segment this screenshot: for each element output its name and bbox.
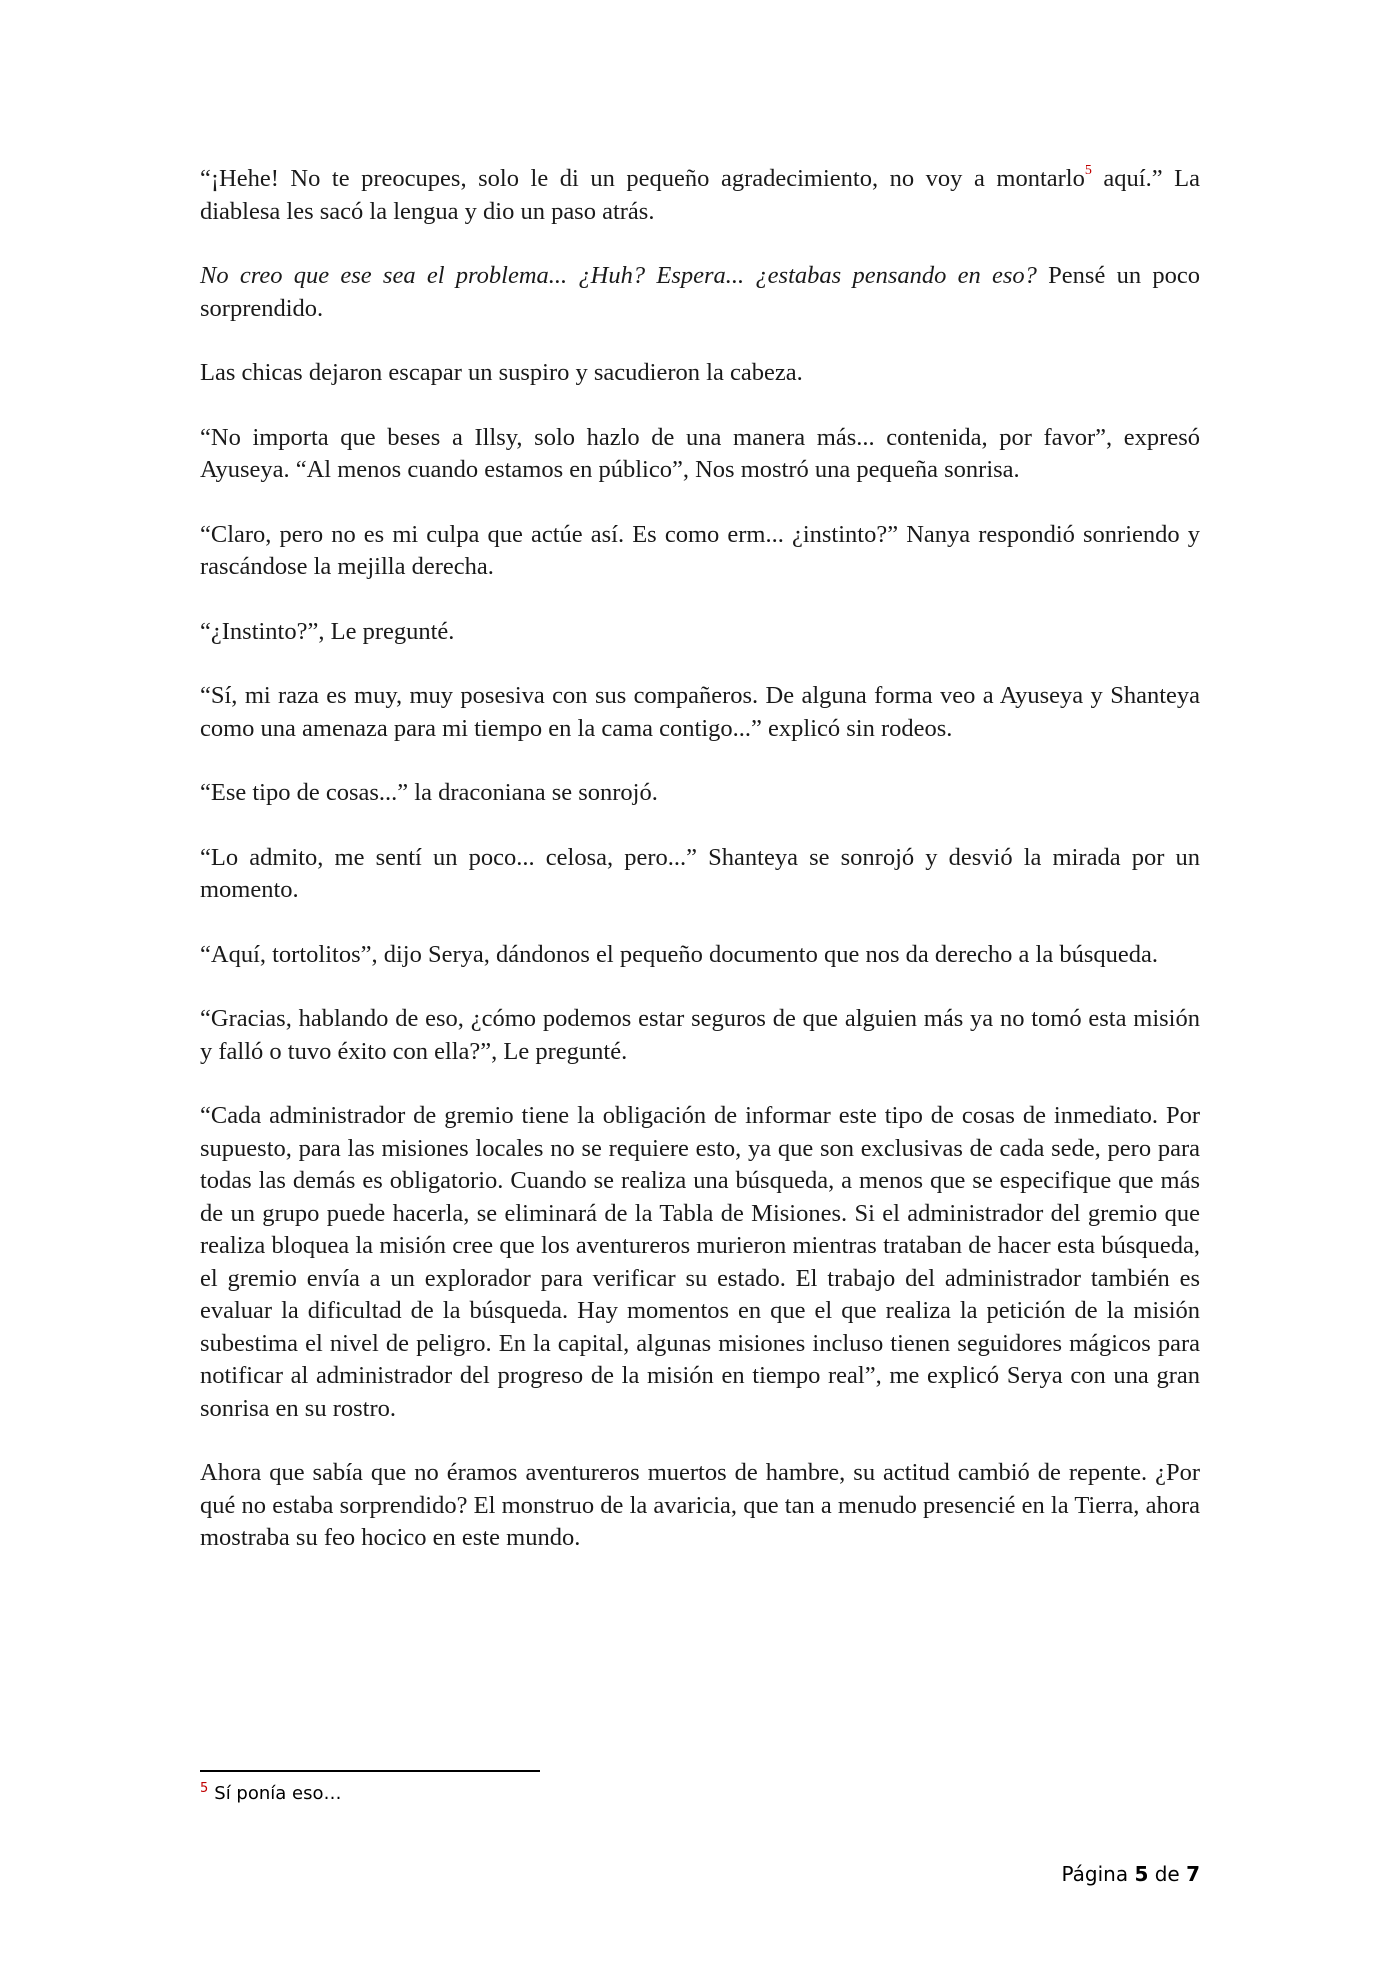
page-number-middle: de xyxy=(1148,1862,1187,1886)
footnote-separator xyxy=(200,1770,540,1772)
paragraph-text: “¡Hehe! No te preocupes, solo le di un pequeño agradecimiento, no voy a montarlo xyxy=(200,165,1085,192)
page-number-prefix: Página xyxy=(1061,1862,1135,1886)
footnote xyxy=(200,1782,342,1806)
paragraph: “Lo admito, me sentí un poco... celosa, pero...” Shanteya se sonrojó y desvió la mirada por un momento. xyxy=(200,843,1200,903)
paragraph: “Gracias, hablando de eso, ¿cómo podemos estar seguros de que alguien más ya no tomó esta misión y falló o tuvo éxito con ella?”, Le pregunté. xyxy=(200,1005,1200,1065)
paragraph: “Sí, mi raza es muy, muy posesiva con sus compañeros. De alguna forma veo a Ayuseya y Shanteya como una amenaza para mi tiempo en la cama contigo...” explicó sin rodeos. xyxy=(200,682,1200,742)
paragraph xyxy=(200,163,1200,228)
paragraph-text-continued: aquí.” La diablesa les sacó la lengua y dio un paso atrás. xyxy=(200,165,1200,225)
paragraph: Ahora que sabía que no éramos aventureros muertos de hambre, su actitud cambió de repente. ¿Por qué no estaba sorprendido? El monstruo de la avaricia, que tan a menudo presencié en la Tierra, ahora mostraba su feo hocico en este mundo. xyxy=(200,1459,1200,1551)
italic-thought: No creo que ese sea el problema... ¿Huh? Espera... ¿estabas pensando en eso? xyxy=(200,262,1037,289)
page-number-total: 7 xyxy=(1186,1862,1200,1886)
paragraph-text-continued: Pensé un poco sorprendido. xyxy=(200,262,1200,322)
page-number xyxy=(1061,1862,1200,1886)
body-text xyxy=(200,163,1200,1587)
footnote-reference[interactable]: 5 xyxy=(1084,162,1092,178)
paragraph: “No importa que beses a Illsy, solo hazlo de una manera más... contenida, por favor”, expresó Ayuseya. “Al menos cuando estamos en público”, Nos mostró una pequeña sonrisa. xyxy=(200,423,1200,483)
page-number-current: 5 xyxy=(1134,1862,1149,1886)
paragraph: “Aquí, tortolitos”, dijo Serya, dándonos el pequeño documento que nos da derecho a la búsqueda. xyxy=(200,940,1158,968)
paragraph xyxy=(200,260,1200,325)
paragraph: “Cada administrador de gremio tiene la obligación de informar este tipo de cosas de inmediato. Por supuesto, para las misiones locales no se requiere esto, ya que son exclusivas de cada sede, pero para todas las demás es obligatorio. Cuando se realiza una búsqueda, a menos que se especifique que más de un grupo puede hacerla, se eliminará de la Tabla de Misiones. Si el administrador del gremio que realiza bloquea la misión cree que los aventureros murieron mientras trataban de hacer esta búsqueda, el gremio envía a un explorador para verificar su estado. El trabajo del administrador también es evaluar la dificultad de la búsqueda. Hay momentos en que el que realiza la petición de la misión subestima el nivel de peligro. En la capital, algunas misiones incluso tienen seguidores mágicos para notificar al administrador del progreso de la misión en tiempo real”, me explicó Serya con una gran sonrisa en su rostro. xyxy=(200,1102,1200,1422)
footnote-marker: 5 xyxy=(200,1781,209,1796)
paragraph: “Ese tipo de cosas...” la draconiana se sonrojó. xyxy=(200,779,658,806)
paragraph: “¿Instinto?”, Le pregunté. xyxy=(200,617,455,645)
paragraph: Las chicas dejaron escapar un suspiro y sacudieron la cabeza. xyxy=(200,359,803,386)
paragraph: “Claro, pero no es mi culpa que actúe así. Es como erm... ¿instinto?” Nanya respondió sonriendo y rascándose la mejilla derecha. xyxy=(200,520,1200,580)
footnote-text: Sí ponía eso… xyxy=(214,1783,342,1804)
